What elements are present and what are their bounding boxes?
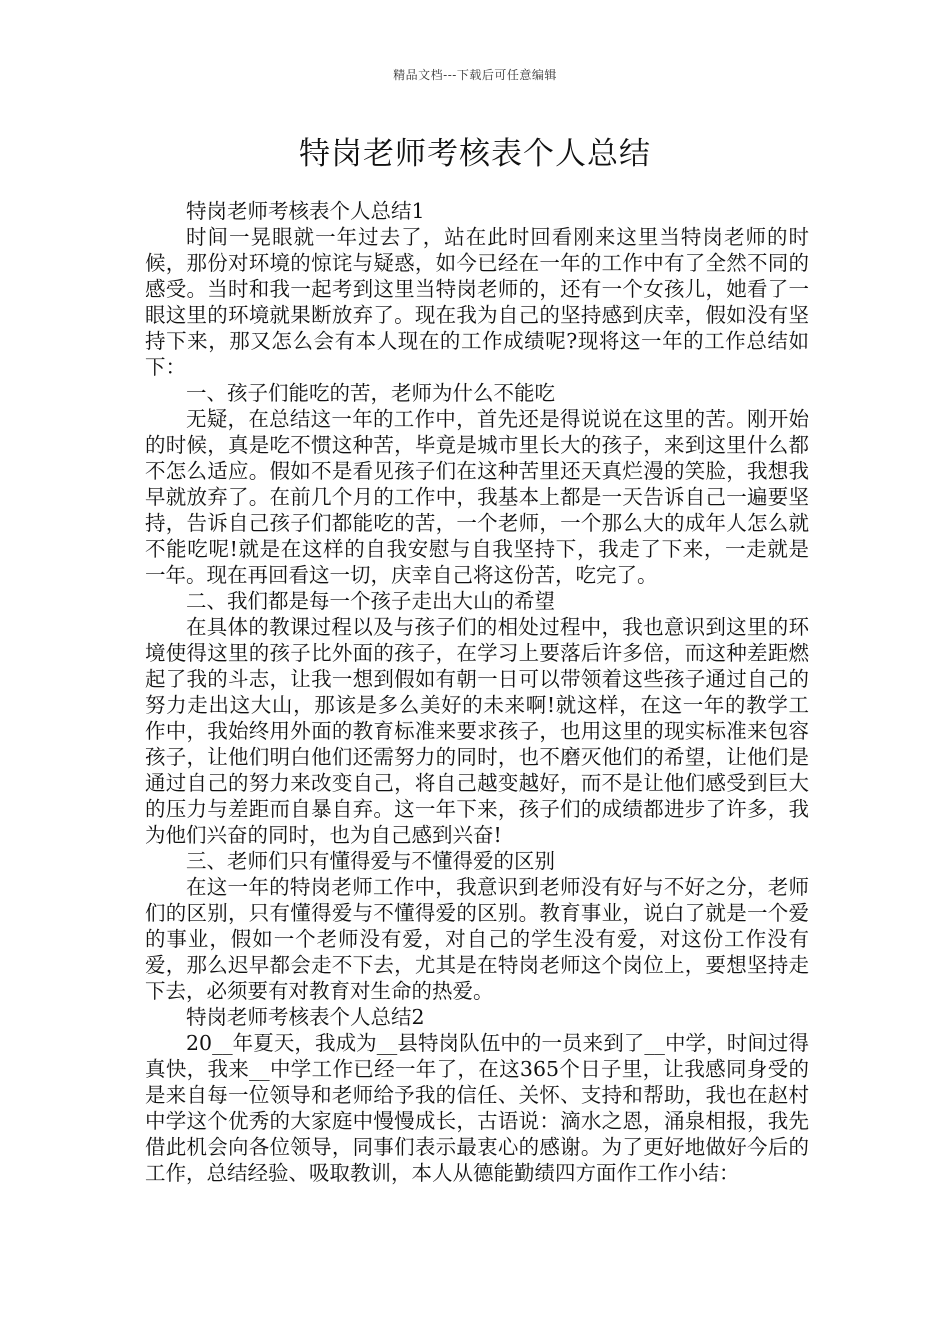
paragraph: 无疑，在总结这一年的工作中，首先还是得说说在这里的苦。刚开始的时候，真是吃不惯这种苦，毕竟是城市里长大的孩子，来到这里什么都不怎么适应。假如不是看见孩子们在这种苦里还天真烂漫的笑脸，我想我早就放弃了。在前几个月的工作中，我基本上都是一天告诉自己一遍要坚持，告诉自己孩子们都能吃的苦，一个老师，一个那么大的成年人怎么就不能吃呢!就是在这样的自我安慰与自我坚持下，我走了下来，一走就是一年。现在再回看这一切，庆幸自己将这份苦，吃完了。: [145, 407, 809, 587]
paragraph: 在这一年的特岗老师工作中，我意识到老师没有好与不好之分，老师们的区别，只有懂得爱与不懂得爱的区别。教育事业，说白了就是一个爱的事业，假如一个老师没有爱，对自己的学生没有爱，对这份工作没有爱，那么迟早都会走不下去，尤其是在特岗老师这个岗位上，要想坚持走下去，必须要有对教育对生命的热爱。: [145, 875, 809, 1003]
section-heading-1: 特岗老师考核表个人总结1: [186, 199, 425, 223]
subheading: 二、我们都是每一个孩子走出大山的希望: [186, 589, 555, 613]
paragraph: 时间一晃眼就一年过去了，站在此时回看刚来这里当特岗老师的时候，那份对环境的惊诧与疑惑，如今已经在一年的工作中有了全然不同的感受。当时和我一起考到这里当特岗老师的，还有一个女孩儿，她看了一眼这里的环境就果断放弃了。现在我为自己的坚持感到庆幸，假如没有坚持下来，那又怎么会有本人现在的工作成绩呢?现将这一年的工作总结如下：: [145, 225, 809, 379]
paragraph: 20__年夏天，我成为__县特岗队伍中的一员来到了__中学，时间过得真快，我来__中学工作已经一年了，在这365个日子里，让我感同身受的是来自每一位领导和老师给予我的信任、关怀、支持和帮助，我也在赵村中学这个优秀的大家庭中慢慢成长，古语说：滴水之恩，涌泉相报，我先借此机会向各位领导，同事们表示最衷心的感谢。为了更好地做好今后的工作，总结经验、吸取教训，本人从德能勤绩四方面作工作小结：: [145, 1031, 809, 1185]
header-note: 精品文档---下载后可任意编辑: [393, 68, 557, 82]
subheading: 一、孩子们能吃的苦，老师为什么不能吃: [186, 381, 555, 405]
section-heading-2: 特岗老师考核表个人总结2: [186, 1005, 425, 1029]
subheading: 三、老师们只有懂得爱与不懂得爱的区别: [186, 849, 555, 873]
document-title: 特岗老师考核表个人总结: [299, 136, 651, 172]
document-body: [145, 198, 809, 1186]
paragraph: 在具体的教课过程以及与孩子们的相处过程中，我也意识到这里的环境使得这里的孩子比外面的孩子，在学习上要落后许多倍，而这种差距燃起了我的斗志，让我一想到假如有朝一日可以带领着这些孩子通过自己的努力走出这大山，那该是多么美好的未来啊!就这样，在这一年的教学工作中，我始终用外面的教育标准来要求孩子，也用这里的现实标准来包容孩子，让他们明白他们还需努力的同时，也不磨灭他们的希望，让他们是通过自己的努力来改变自己，将自己越变越好，而不是让他们感受到巨大的压力与差距而自暴自弃。这一年下来，孩子们的成绩都进步了许多，我为他们兴奋的同时，也为自己感到兴奋!: [145, 615, 809, 847]
